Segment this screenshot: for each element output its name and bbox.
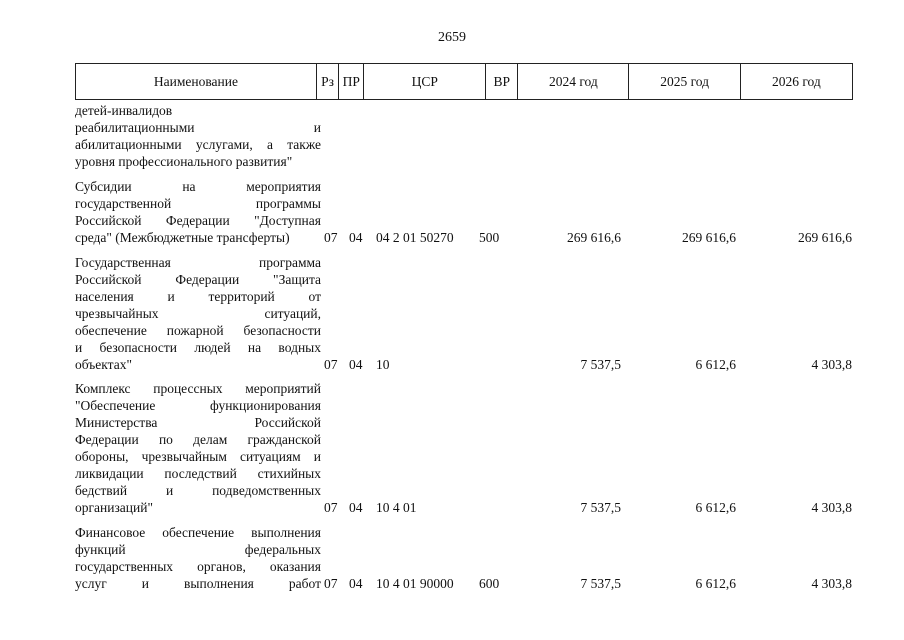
- table-row: [75, 102, 853, 170]
- row-name-line: населения и территорий от: [75, 289, 321, 304]
- row-name: [75, 102, 321, 170]
- header-rz: Рз: [317, 64, 339, 99]
- row-vr: 500: [479, 230, 500, 245]
- row-csr: 10 4 01: [376, 500, 417, 515]
- header-csr: ЦСР: [364, 64, 486, 99]
- row-pr: 04: [349, 357, 363, 372]
- row-2024: 7 537,5: [580, 500, 621, 515]
- row-name-line: обеспечение пожарной безопасности: [75, 323, 321, 338]
- row-name: [75, 524, 321, 592]
- row-name-line: ликвидации последствий стихийных: [75, 466, 321, 481]
- row-name-line: государственной программы: [75, 196, 321, 211]
- row-vr: 600: [479, 576, 500, 591]
- row-name-line: услуг и выполнения работ: [75, 576, 321, 591]
- row-name-line: объектах": [75, 357, 132, 372]
- row-rz: 07: [324, 500, 338, 515]
- row-2026: 4 303,8: [811, 500, 852, 515]
- row-2025: 6 612,6: [695, 357, 736, 372]
- row-name-line: Финансовое обеспечение выполнения: [75, 525, 321, 540]
- row-name-line: Комплекс процессных мероприятий: [75, 381, 321, 396]
- row-name-line: чрезвычайных ситуаций,: [75, 306, 321, 321]
- table-row: [75, 380, 853, 516]
- row-csr: 10 4 01 90000: [376, 576, 454, 591]
- row-name-line: Российской Федерации "Доступная: [75, 213, 321, 228]
- row-name-line: детей-инвалидов: [75, 103, 173, 118]
- header-vr: ВР: [486, 64, 518, 99]
- row-csr: 04 2 01 50270: [376, 230, 454, 245]
- row-name-line: Государственная программа: [75, 255, 321, 270]
- row-name-line: среда" (Межбюджетные трансферты): [75, 230, 290, 245]
- row-name: [75, 254, 321, 373]
- header-pr: ПР: [339, 64, 364, 99]
- row-name-line: реабилитационными и: [75, 120, 321, 135]
- table-row: [75, 178, 853, 246]
- row-2026: 4 303,8: [811, 576, 852, 591]
- row-2024: 269 616,6: [567, 230, 621, 245]
- header-2026: 2026 год: [771, 73, 821, 89]
- header-2024: 2024 год: [518, 64, 629, 99]
- row-name-line: бедствий и подведомственных: [75, 483, 321, 498]
- row-name-line: и безопасности людей на водных: [75, 340, 321, 355]
- row-csr: 10: [376, 357, 390, 372]
- row-name-line: Министерства Российской: [75, 415, 321, 430]
- row-name-line: функций федеральных: [75, 542, 321, 557]
- table-row: [75, 254, 853, 373]
- row-pr: 04: [349, 500, 363, 515]
- row-name-line: Российской Федерации "Защита: [75, 272, 321, 287]
- row-name-line: Субсидии на мероприятия: [75, 179, 321, 194]
- row-name-line: абилитационными услугами, а также: [75, 137, 321, 152]
- row-2024: 7 537,5: [580, 357, 621, 372]
- row-name-line: обороны, чрезвычайным ситуациям и: [75, 449, 321, 464]
- row-2026: 269 616,6: [798, 230, 852, 245]
- row-2025: 6 612,6: [695, 576, 736, 591]
- row-name-line: Федерации по делам гражданской: [75, 432, 321, 447]
- header-2025: 2025 год: [629, 64, 740, 99]
- table-header: [75, 63, 853, 100]
- row-name-line: "Обеспечение функционирования: [75, 398, 321, 413]
- table-row: [75, 524, 853, 592]
- row-2025: 6 612,6: [695, 500, 736, 515]
- row-name-line: государственных органов, оказания: [75, 559, 321, 574]
- header-name: Наименование: [76, 64, 317, 99]
- row-name: [75, 380, 321, 516]
- page-number: 2659: [438, 30, 466, 45]
- row-name: [75, 178, 321, 246]
- row-pr: 04: [349, 230, 363, 245]
- row-rz: 07: [324, 576, 338, 591]
- row-2025: 269 616,6: [682, 230, 736, 245]
- row-name-line: организаций": [75, 500, 153, 515]
- row-2024: 7 537,5: [580, 576, 621, 591]
- row-pr: 04: [349, 576, 363, 591]
- row-rz: 07: [324, 230, 338, 245]
- row-2026: 4 303,8: [811, 357, 852, 372]
- row-name-line: уровня профессионального развития": [75, 154, 293, 169]
- row-rz: 07: [324, 357, 338, 372]
